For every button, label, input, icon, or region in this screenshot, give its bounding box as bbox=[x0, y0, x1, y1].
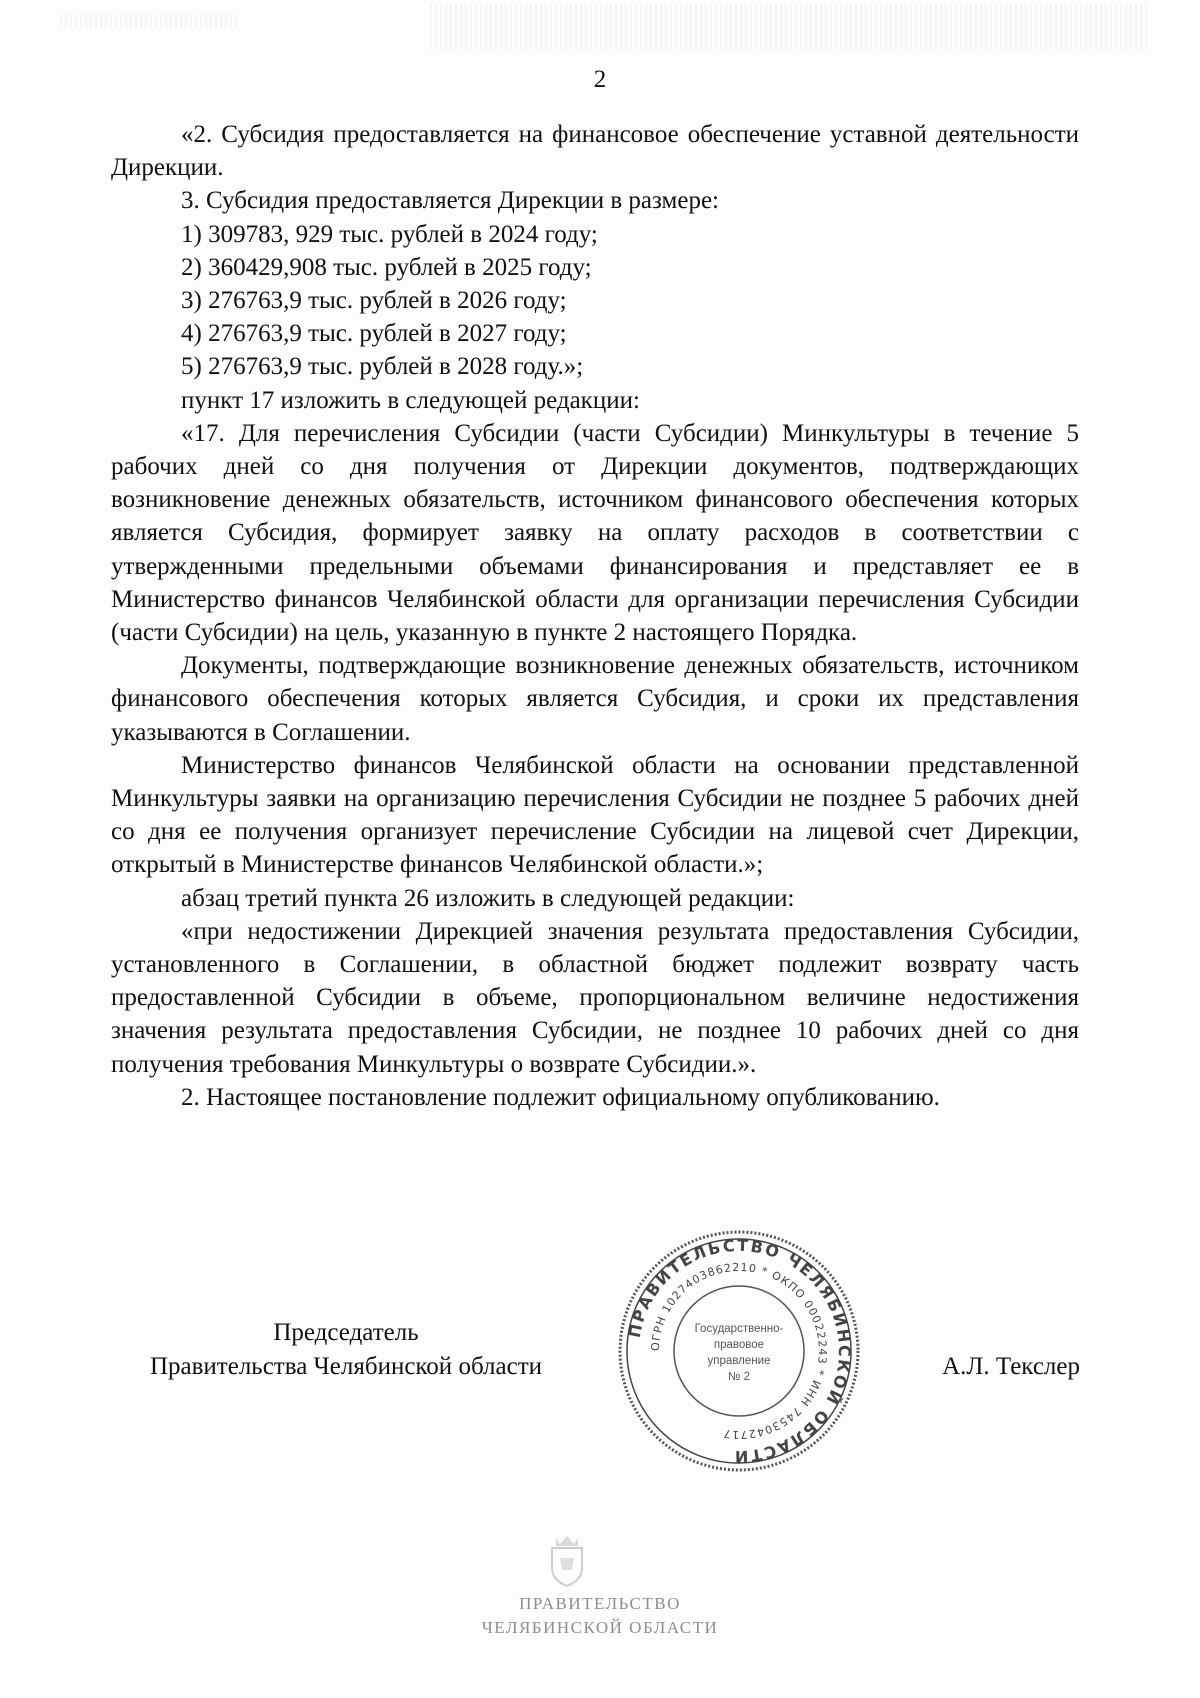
seal-inner-line2: правовое bbox=[713, 1339, 765, 1351]
footer-line2: ЧЕЛЯБИНСКОЙ ОБЛАСТИ bbox=[481, 1618, 719, 1637]
list-item: абзац третий пункта 26 изложить в следующей редакции: bbox=[181, 884, 795, 912]
paragraph: «17. Для перечисления Субсидии (части Субсидии) Минкультуры в течение 5 рабочих дней со дня получения от Дирекции документов, подтверждающих возникновение денежных обязательств, источником финансового обеспечения которых является Субсидия, формирует заявку на оплату расходов в соответствии с утвержденными предельными объемами финансирования и представляет ее в Министерство финансов Челябинской области для организации перечисления Субсидии (части Субсидии) на цель, указанную в пункте 2 настоящего Порядка. bbox=[111, 419, 1079, 647]
signatory-name: А.Л. Текслер bbox=[942, 1353, 1080, 1380]
list-item: 5) 276763,9 тыс. рублей в 2028 году.»; bbox=[181, 353, 584, 381]
document-body bbox=[111, 118, 1079, 1114]
paragraph: Документы, подтверждающие возникновение денежных обязательств, источником финансового обеспечения которых является Субсидия, и сроки их представления указываются в Соглашении. bbox=[111, 652, 1079, 746]
footer-letterhead bbox=[0, 1592, 1200, 1640]
page-number: 2 bbox=[593, 66, 607, 93]
list-item: пункт 17 изложить в следующей редакции: bbox=[181, 386, 640, 414]
list-item: 2) 360429,908 тыс. рублей в 2025 году; bbox=[181, 253, 592, 281]
signature-title-line1: Председатель bbox=[273, 1319, 419, 1346]
seal-codes-text: ОГРН 1027403862210 * ОКПО 00022243 * ИНН 7453042717 bbox=[648, 1260, 830, 1442]
list-item: 4) 276763,9 тыс. рублей в 2027 году; bbox=[181, 320, 567, 348]
seal-inner-line4: № 2 bbox=[728, 1371, 750, 1383]
seal-inner-ring bbox=[674, 1286, 804, 1416]
paragraph: «2. Субсидия предоставляется на финансовое обеспечение уставной деятельности Дирекции. bbox=[111, 121, 1079, 182]
list-item: 3. Субсидия предоставляется Дирекции в размере: bbox=[181, 187, 719, 215]
signature-title bbox=[111, 1316, 581, 1384]
list-item: 2. Настоящее постановление подлежит официальному опубликованию. bbox=[181, 1083, 940, 1111]
seal-inner-line1: Государственно- bbox=[694, 1323, 784, 1335]
seal-inner-line3: управление bbox=[707, 1355, 771, 1367]
paragraph: Министерство финансов Челябинской области на основании представленной Минкультуры заявки на организацию перечисления Субсидии не позднее 5 рабочих дней со дня ее получения организует перечисление Субсидии на лицевой счет Дирекции, открытый в Министерстве финансов Челябинской области.»; bbox=[111, 751, 1079, 879]
list-item: 3) 276763,9 тыс. рублей в 2026 году; bbox=[181, 287, 567, 315]
list-item: 1) 309783, 929 тыс. рублей в 2024 году; bbox=[181, 220, 598, 248]
official-seal bbox=[616, 1228, 862, 1474]
signature-title-line2: Правительства Челябинской области bbox=[149, 1353, 543, 1380]
paragraph: «при недостижении Дирекцией значения результата предоставления Субсидии, установленного в Соглашении, в областной бюджет подлежит возврату часть предоставленной Субсидии в объеме, пропорциональном величине недостижения значения результата предоставления Субсидии, не позднее 10 рабочих дней со дня получения требования Минкультуры о возврате Субсидии.». bbox=[111, 917, 1079, 1078]
seal-outer-text: ПРАВИТЕЛЬСТВО ЧЕЛЯБИНСКОЙ ОБЛАСТИ bbox=[624, 1235, 855, 1467]
coat-of-arms-icon bbox=[546, 1534, 588, 1588]
scan-artifact-right bbox=[430, 4, 1150, 50]
footer-line1: ПРАВИТЕЛЬСТВО bbox=[519, 1594, 681, 1613]
scan-artifact-left bbox=[60, 14, 240, 28]
